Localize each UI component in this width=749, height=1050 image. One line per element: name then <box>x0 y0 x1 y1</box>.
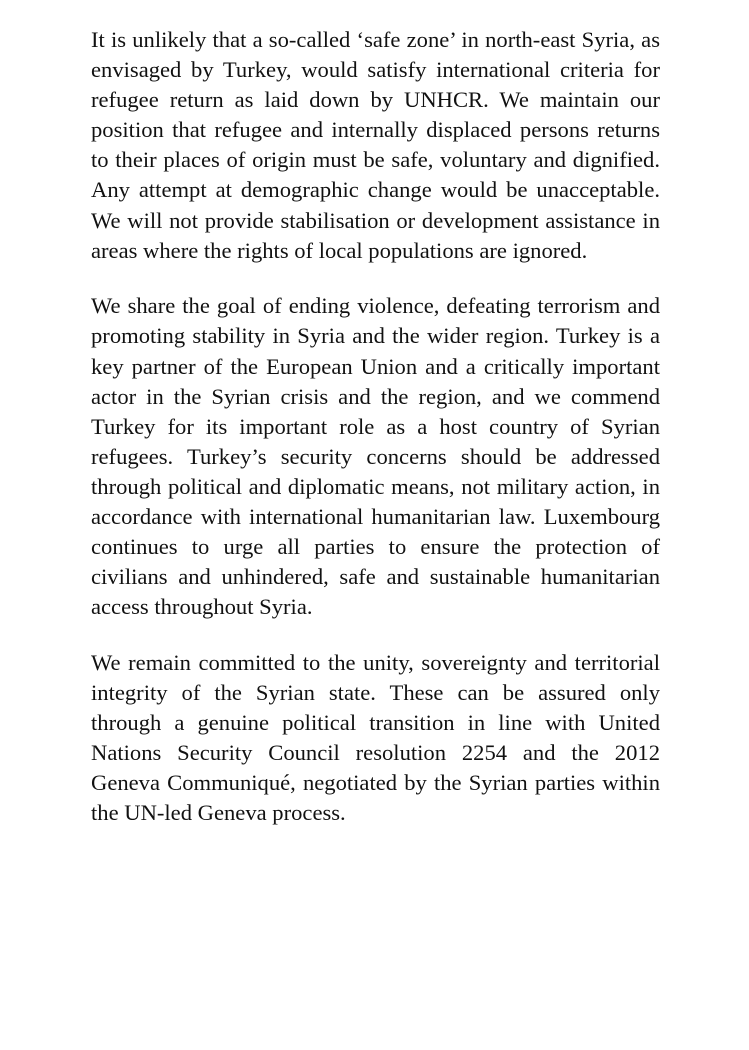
paragraph-safe-zone: It is unlikely that a so-called ‘safe zone’ in north-east Syria, as envisaged by Turkey, would satisfy international criteria for refugee return as laid down by UNHCR. We maintain our position that refugee and internally displaced persons returns to their places of origin must be safe, voluntary and dignified. Any attempt at demographic change would be unacceptable. We will not provide stabilisation or development assistance in areas where the rights of local populations are ignored. <box>91 27 660 263</box>
paragraph-unity-commitment: We remain committed to the unity, sovereignty and territorial integrity of the Syrian state. These can be assured only through a genuine political transition in line with United Nations Security Council resolution 2254 and the 2012 Geneva Communiqué, negotiated by the Syrian parties within the UN-led Geneva process. <box>91 649 660 826</box>
document-body <box>91 25 660 829</box>
paragraph-shared-goal: We share the goal of ending violence, defeating terrorism and promoting stability in Syria and the wider region. Turkey is a key partner of the European Union and a critically important actor in the Syrian crisis and the region, and we commend Turkey for its important role as a host country of Syrian refugees. Turkey’s security concerns should be addressed through political and diplomatic means, not military action, in accordance with international humanitarian law. Luxembourg continues to urge all parties to ensure the protection of civilians and unhindered, safe and sustainable humanitarian access throughout Syria. <box>91 293 660 620</box>
